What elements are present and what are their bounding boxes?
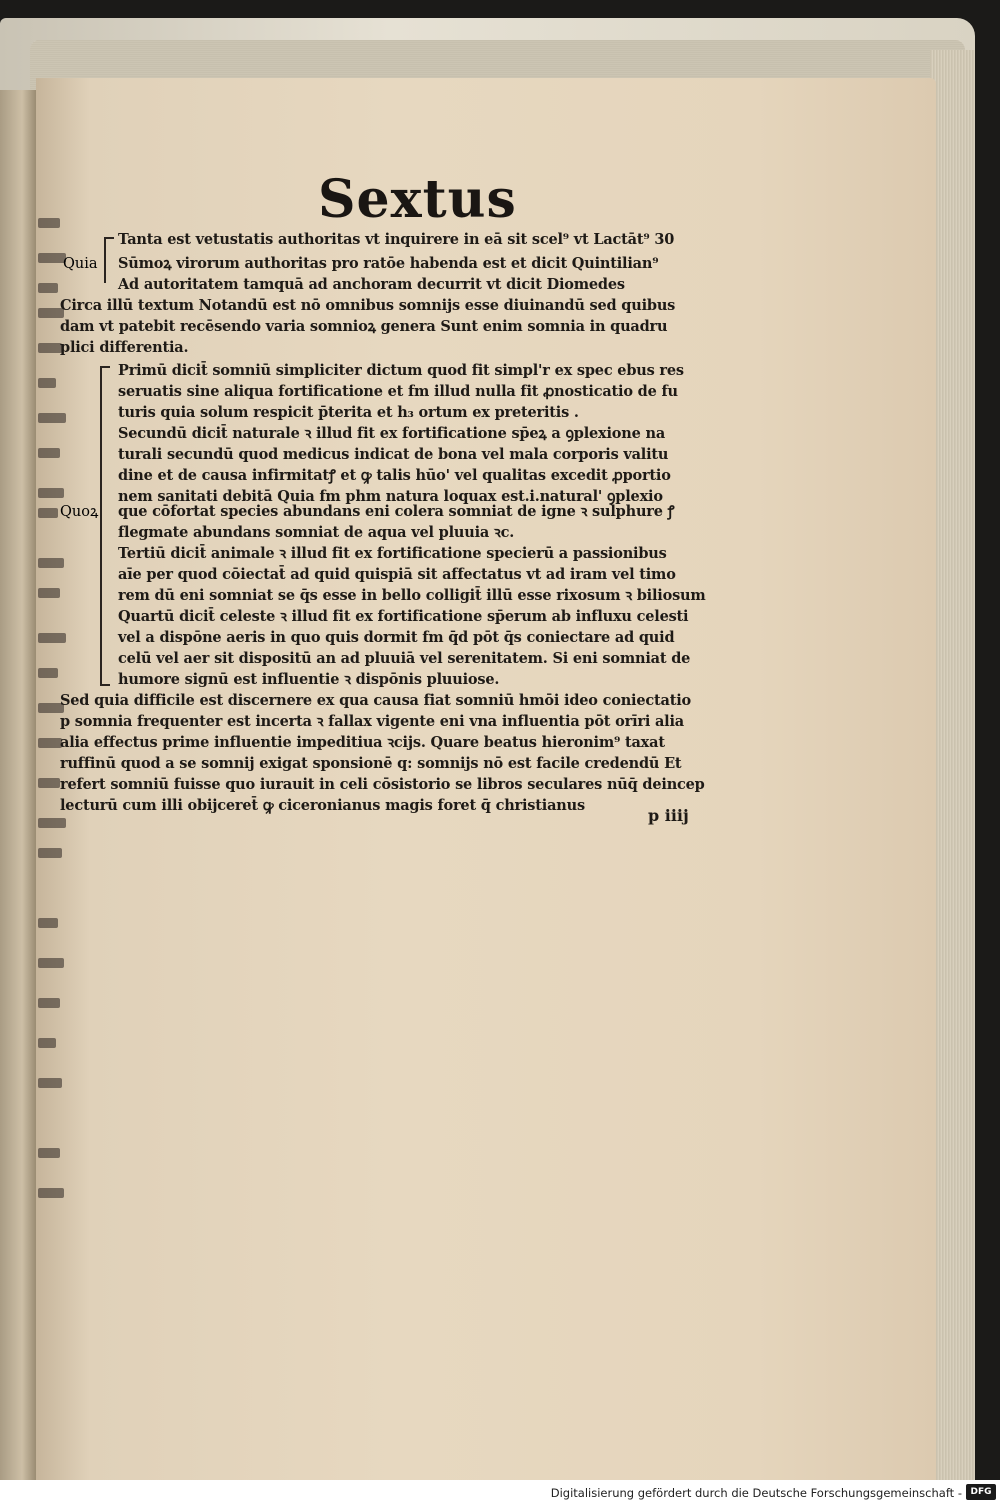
text-line: plici differentia.	[60, 339, 189, 356]
text-line: Tertiū dicit̄ animale ꝛ illud fit ex fortificatione specierū a passionibus	[118, 545, 667, 562]
text-line: nem sanitati debitā Quia fm phm natura loquax est.i.natural' ꝯplexio	[118, 488, 663, 505]
text-line: refert somniū fuisse quo iurauit in celi cōsistorio se libros seculares nūq̄ deincep	[60, 776, 705, 793]
text-line: Quartū dicit̄ celeste ꝛ illud fit ex fortificatione sp̄erum ab influxu celesti	[118, 608, 689, 625]
text-line: Tanta est vetustatis authoritas vt inquirere in eā sit scel⁹ vt Lactāt⁹ 30	[118, 231, 675, 248]
text-line: vel a dispōne aeris in quo quis dormit fm q̄d pōt q̄s coniectare ad quid	[118, 629, 675, 646]
margin-label-quia: Quia	[63, 256, 98, 272]
bracket-intro	[104, 237, 114, 283]
text-line: Sed quia difficile est discernere ex qua causa fiat somniū hmōi ideo coniectatio	[60, 692, 691, 709]
text-line: ruffinū quod a se somnij exigat sponsionē q: somnijs nō est facile credendū Et	[60, 755, 682, 772]
text-line: aīe per quod cōiectat̄ ad quid quispiā sit affectatus vt ad iram vel timo	[118, 566, 676, 583]
text-line: que cōfortat species abundans eni colera somniat de igne ꝛ sulphure ꝭ	[118, 503, 675, 520]
text-line: turis quia solum respicit p̄terita et h₃ ortum ex preteritis .	[118, 404, 579, 421]
signature-mark: p iiij	[648, 806, 689, 825]
text-line: dine et de causa infirmitatꝭ et ꝙ talis hūo' vel qualitas excedit ꝓportio	[118, 467, 671, 484]
text-line: humore signū est influentie ꝛ dispōnis pluuiose.	[118, 671, 500, 688]
text-line: Circa illū textum Notandū est nō omnibus somnijs esse diuinandū sed quibus	[60, 297, 676, 314]
bracket-dream-types	[100, 366, 110, 686]
text-line: rem dū eni somniat se q̄s esse in bello colligit̄ illū esse rixosum ꝛ biliosum	[118, 587, 706, 604]
text-line: Sūmoꝝ virorum authoritas pro ratōe habenda est et dicit Quintilian⁹	[118, 255, 659, 272]
text-line: p somnia frequenter est incerta ꝛ fallax vigente eni vna influentia pōt orīri alia	[60, 713, 684, 730]
text-line: Primū dicit̄ somniū simpliciter dictum quod fit simpl'r ex spec ebus res	[118, 362, 684, 379]
page-edges	[930, 50, 975, 1480]
text-line: Ad autoritatem tamquā ad anchoram decurrit vt dicit Diomedes	[118, 276, 625, 293]
page-heading: Sextus	[318, 169, 517, 230]
funding-credit: Digitalisierung gefördert durch die Deutsche Forschungsgemeinschaft -	[550, 1486, 962, 1500]
text-line: alia effectus prime influentie impeditiua ꝛcijs. Quare beatus hieronim⁹ taxat	[60, 734, 665, 751]
dfg-logo: DFG	[966, 1484, 996, 1500]
footer-bar	[0, 1480, 1000, 1506]
left-page-fragment	[0, 90, 40, 1480]
text-line: lecturū cum illi obijceret̄ ꝙ ciceronianus magis foret q̄ christianus	[60, 797, 585, 814]
text-line: flegmate abundans somniat de aqua vel pluuia ꝛc.	[118, 524, 515, 541]
text-line: seruatis sine aliqua fortificatione et fm illud nulla fit ꝓnosticatio de fu	[118, 383, 678, 400]
text-line: turali secundū quod medicus indicat de bona vel mala corporis valitu	[118, 446, 669, 463]
text-line: celū vel aer sit dispositū an ad pluuiā vel serenitatem. Si eni somniat de	[118, 650, 691, 667]
margin-label-quorum: Quoꝝ	[60, 504, 99, 520]
text-line: Secundū dicit̄ naturale ꝛ illud fit ex fortificatione sp̄eꝝ a ꝯplexione na	[118, 425, 666, 442]
text-line: dam vt patebit recēsendo varia somnioꝝ genera Sunt enim somnia in quadru	[60, 318, 668, 335]
